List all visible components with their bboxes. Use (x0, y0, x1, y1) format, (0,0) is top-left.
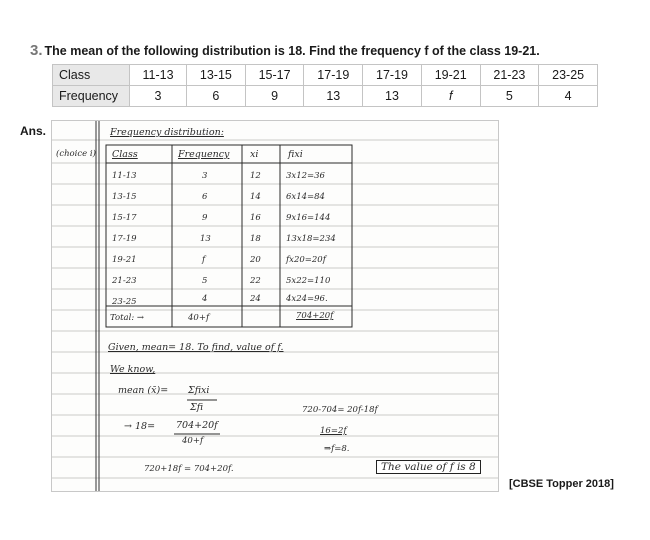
hw-step5: ⇒f=8. (324, 444, 350, 454)
frequency-row (53, 86, 598, 107)
frequency-table (52, 64, 598, 107)
class-cell: 13-15 (187, 65, 246, 86)
hw-fixi: 6x14=84 (286, 192, 325, 202)
frequency-cell: 4 (539, 86, 598, 107)
frequency-cell: 9 (245, 86, 304, 107)
hw-class: 23-25 (112, 297, 137, 307)
hw-heading: Frequency distribution: (110, 127, 224, 138)
hw-frequency: 3 (202, 171, 208, 181)
class-cell: 17-19 (363, 65, 422, 86)
hw-xi: 12 (250, 171, 261, 181)
hw-class: 11-13 (112, 171, 137, 181)
hw-step1-num: 704+20f (176, 420, 218, 431)
frequency-cell: 6 (187, 86, 246, 107)
hw-class: 15-17 (112, 213, 137, 223)
hw-step3: 720-704= 20f-18f (302, 405, 378, 415)
hw-xi: 22 (250, 276, 261, 286)
class-row (53, 65, 598, 86)
hw-header-frequency: Frequency (178, 149, 230, 160)
hw-xi: 14 (250, 192, 261, 202)
hw-fixi: 13x18=234 (286, 234, 336, 244)
hw-we-know: We know, (110, 364, 156, 375)
hw-fixi: 5x22=110 (286, 276, 331, 286)
hw-frequency: 13 (200, 234, 211, 244)
hw-fixi: 3x12=36 (286, 171, 325, 181)
hw-frequency: 9 (202, 213, 208, 223)
hw-class: 21-23 (112, 276, 137, 286)
class-cell: 21-23 (480, 65, 539, 86)
class-cell: 19-21 (421, 65, 480, 86)
class-cell: 23-25 (539, 65, 598, 86)
frequency-cell: 3 (130, 86, 187, 107)
frequency-cell: f (421, 86, 480, 107)
hw-xi: 24 (250, 294, 261, 304)
hw-choice-label: (choice i) (56, 149, 96, 159)
hw-mean-lhs: mean (x̄)= (118, 385, 169, 396)
hw-result-box: The value of f is 8 (376, 460, 481, 474)
hw-frequency: 6 (202, 192, 208, 202)
row-label-frequency: Frequency (53, 86, 130, 107)
hw-fixi: 9x16=144 (286, 213, 331, 223)
hw-fixi: fx20=20f (286, 255, 326, 265)
hw-mean-num: Σfixi (188, 385, 210, 396)
hw-xi: 16 (250, 213, 261, 223)
handwritten-answer-sheet (51, 120, 499, 492)
hw-xi: 18 (250, 234, 261, 244)
row-label-class: Class (53, 65, 130, 86)
frequency-cell: 13 (304, 86, 363, 107)
hw-frequency: 4 (202, 294, 208, 304)
hw-step1-prefix: → 18= (124, 421, 156, 432)
hw-frequency: 5 (202, 276, 208, 286)
answer-label: Ans. (20, 124, 47, 138)
hw-class: 13-15 (112, 192, 137, 202)
hw-frequency: f (202, 255, 206, 265)
hw-total-fixi: 704+20f (296, 311, 334, 321)
class-cell: 17-19 (304, 65, 363, 86)
hw-class: 19-21 (112, 255, 137, 265)
frequency-cell: 13 (363, 86, 422, 107)
hw-xi: 20 (250, 255, 261, 265)
frequency-cell: 5 (480, 86, 539, 107)
class-cell: 11-13 (130, 65, 187, 86)
hw-class: 17-19 (112, 234, 137, 244)
question (30, 42, 630, 59)
hw-step4: 16=2f (320, 426, 347, 436)
hw-given: Given, mean= 18. To find, value of f. (108, 342, 284, 353)
hw-fixi: 4x24=96. (286, 294, 328, 304)
question-number: 3. (30, 42, 43, 59)
question-text: The mean of the following distribution is 18. Find the frequency f of the class 19-21. (44, 44, 540, 58)
hw-step1-den: 40+f (182, 436, 204, 446)
hw-total-frequency: 40+f (188, 313, 210, 323)
hw-header-class: Class (112, 149, 138, 160)
hw-total-label: Total: → (110, 313, 145, 323)
hw-step2: 720+18f = 704+20f. (144, 464, 234, 474)
hw-header-xi: xi (250, 149, 259, 160)
class-cell: 15-17 (245, 65, 304, 86)
hw-mean-den: Σfi (190, 402, 204, 413)
hw-header-fixi: fixi (288, 149, 303, 160)
source-citation: [CBSE Topper 2018] (509, 478, 614, 490)
